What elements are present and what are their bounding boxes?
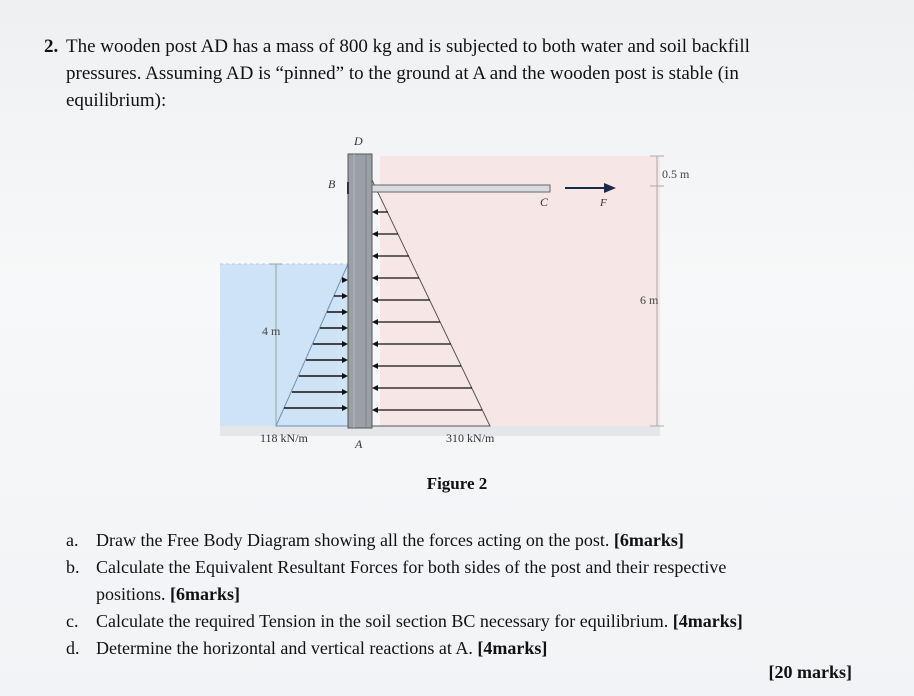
part-text: Calculate the Equivalent Resultant Forces for both sides of the post and their respective <box>96 557 727 577</box>
figure-caption: Figure 2 <box>426 474 488 493</box>
post-diagram-svg <box>220 130 740 460</box>
part-d <box>66 635 866 662</box>
question-text-line-3: equilibrium): <box>66 90 167 111</box>
tie-BC <box>372 185 550 192</box>
question-text-line-1: The wooden post AD has a mass of 800 kg and is subjected to both water and soil backfill <box>66 36 750 57</box>
dimension-top-label: 0.5 m <box>662 167 690 181</box>
dimension-soil-label: 6 m <box>640 293 659 307</box>
label-A: A <box>355 437 363 451</box>
part-a <box>66 527 866 554</box>
part-text-continued: positions. <box>96 584 166 604</box>
part-marks: [4marks] <box>477 638 548 658</box>
soil-load-label: 310 kN/m <box>446 431 495 445</box>
part-label: d. <box>66 638 80 658</box>
part-marks: [4marks] <box>672 611 743 631</box>
part-b <box>66 554 866 608</box>
water-load-label: 118 kN/m <box>260 431 308 445</box>
part-text: Calculate the required Tension in the soil section BC necessary for equilibrium. <box>96 611 669 631</box>
question-parts <box>66 527 866 662</box>
part-label: a. <box>66 530 79 550</box>
dimension-water-label: 4 m <box>262 324 281 338</box>
label-B: B <box>328 177 336 191</box>
post-AD <box>348 154 372 428</box>
part-text: Draw the Free Body Diagram showing all the forces acting on the post. <box>96 530 610 550</box>
water-region <box>220 264 348 426</box>
label-C: C <box>540 195 549 209</box>
question-text-line-2: pressures. Assuming AD is “pinned” to the ground at A and the wooden post is stable (in <box>66 63 739 84</box>
label-F: F <box>600 197 607 209</box>
total-marks: [20 marks] <box>768 662 852 682</box>
figure-2-diagram <box>220 130 740 460</box>
label-D: D <box>354 134 363 148</box>
part-marks: [6marks] <box>613 530 684 550</box>
soil-region <box>380 156 660 426</box>
part-marks: [6marks] <box>170 584 241 604</box>
part-c <box>66 608 866 635</box>
part-label: b. <box>66 557 80 577</box>
part-label: c. <box>66 611 79 631</box>
question-number: 2. <box>44 36 59 57</box>
part-text: Determine the horizontal and vertical reactions at A. <box>96 638 473 658</box>
